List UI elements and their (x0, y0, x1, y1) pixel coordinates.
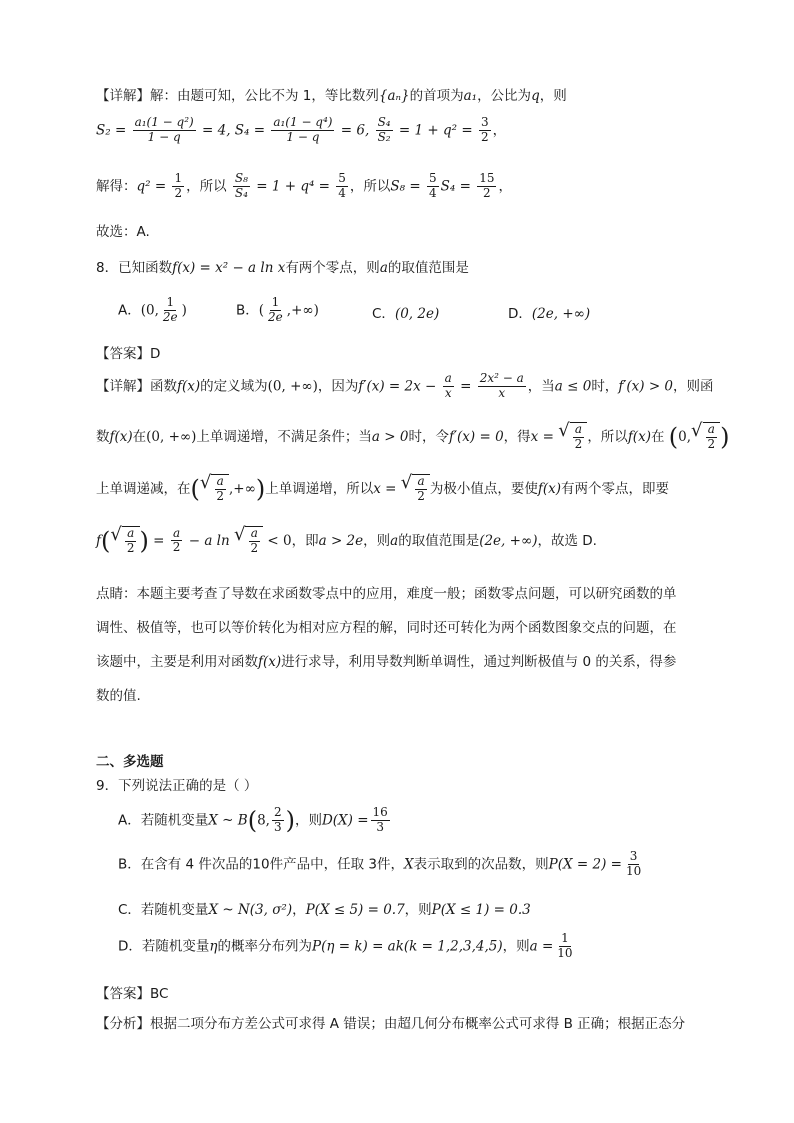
fraction-denominator: 3 (376, 819, 384, 834)
text: 该题中，主要是利用对函数 (96, 654, 258, 670)
fraction-a-2 (171, 527, 183, 556)
radical-icon: √ (400, 472, 413, 493)
text: ，得 (503, 428, 531, 445)
comma: ， (492, 122, 507, 139)
fraction-1-10 (555, 932, 574, 961)
fraction-numerator: 1 (174, 171, 183, 185)
option-a-prefix: (0, (140, 302, 159, 319)
fraction-denominator: 2 (250, 540, 259, 555)
equation-line-1 (96, 116, 506, 145)
detail-line-1 (96, 84, 567, 104)
fraction-numerator: 3 (480, 115, 489, 129)
q9-option-c (118, 898, 531, 918)
detail-text: 解：由题可知，公比不为 1，等比数列 (150, 88, 379, 104)
a-symbol: a (390, 532, 399, 549)
a1-symbol: a₁ (463, 88, 478, 104)
q9-option-b (118, 850, 645, 879)
fraction-denominator: 2 (574, 436, 583, 451)
option-label: D．若随机变量 (118, 938, 210, 955)
fraction-numerator: 5 (428, 171, 437, 185)
detail-8-line-1 (96, 372, 714, 401)
fraction-derivative (478, 372, 526, 401)
question-9-stem: 9．下列说法正确的是（ ） (96, 778, 258, 794)
analysis-text: 根据二项分布方差公式可求得 A 错误；由超几何分布概率公式可求得 B 正确；根据正态分 (150, 1016, 686, 1032)
text: 上单调递减，在 (96, 480, 191, 497)
text: ，因为 (317, 378, 359, 395)
q8-stem-text-2: 有两个零点，则 (285, 260, 380, 276)
fraction-3-10 (624, 850, 643, 879)
fraction-denominator: 10 (625, 863, 642, 878)
detail-text-4: ，则 (539, 88, 567, 104)
analysis-9 (96, 1012, 685, 1032)
option-a-fraction (161, 296, 180, 325)
detail-text-3: ，公比为 (477, 88, 532, 104)
fraction-denominator: 2 (126, 540, 135, 555)
fraction-denominator: S₄ (234, 185, 248, 200)
option-a-suffix: ) (181, 302, 187, 319)
fx-expr: f(x) (258, 654, 282, 670)
detail-8-line-3: 上单调递减，在( √ $\frac{a}{2}$ ,+∞)上单调递增，所以x = √ $\frac{a}{2}$ 为极小值点，要使f(x)有两个零点，即要 (96, 472, 670, 503)
text: ，则函 (673, 378, 714, 395)
domain-expr: (0, +∞) (267, 378, 318, 395)
text: 有两个零点，即要 (561, 480, 670, 497)
fx-expr: f(x) (109, 428, 133, 445)
radical-icon: √ (691, 420, 703, 441)
fraction-three-halves (479, 116, 491, 145)
so-text: ，所以 (186, 178, 227, 195)
sqrt-a-over-2 (558, 422, 587, 452)
derivative-expr: f′(x) = 2x − (358, 378, 437, 395)
text: 数 (96, 428, 110, 445)
comma: ， (498, 178, 512, 195)
interval-end: ,+∞ (229, 480, 256, 497)
text: ， (292, 902, 306, 918)
s4-expr-2: S₄ = (440, 178, 471, 195)
option-label: A．若随机变量 (118, 812, 209, 829)
q8-option-a (118, 296, 187, 325)
option-d-value: (2e, +∞) (531, 306, 591, 322)
ln-expr: − a ln (188, 532, 230, 549)
fraction-denominator: S₂ (377, 129, 391, 144)
fraction-a-x (443, 372, 454, 401)
detail-tag: 【详解】 (96, 88, 150, 104)
fraction-denominator: 2e (162, 309, 178, 324)
q4-expr: = 1 + q⁴ = (256, 178, 330, 195)
fraction-numerator: 2 (273, 805, 282, 819)
detail-8-line-4: f( √ $\frac{a}{2}$ ) = $\frac{a}{2}$ − a ln √ $\frac{a}{2}$ < 0，即a > 2e，则a的取值范围是(2e, +∞)，故选 D. (96, 524, 597, 555)
answer-tag: 【答案】 (96, 986, 150, 1002)
radical-icon: √ (199, 472, 212, 493)
option-c-value: (0, 2e) (394, 306, 440, 322)
fraction-numerator: 5 (338, 171, 346, 185)
answer-tag: 【答案】 (96, 346, 150, 362)
option-label: A． (118, 302, 141, 319)
fraction-five-quarters (336, 172, 348, 201)
fraction-denominator: 2 (174, 185, 183, 200)
question-8-stem (96, 256, 469, 276)
derivative-zero: f′(x) = 0 (448, 428, 504, 445)
ratio-expr: = 1 + q² = (398, 122, 473, 139)
fraction-denominator: 2 (483, 185, 491, 200)
text: 进行求导，利用导数判断单调性，通过判断极值与 0 的关系，得参 (281, 654, 677, 670)
text: ，则 (363, 532, 391, 549)
x-expr: x = (373, 480, 397, 497)
sqrt-a-over-2 (234, 526, 263, 556)
fraction-s2 (133, 116, 196, 145)
q8-stem-text: 8．已知函数 (96, 260, 173, 276)
text: ，所以 (587, 428, 628, 445)
prob-expr: P(X = 2) = (548, 856, 622, 873)
domain-expr: (0, +∞) (146, 428, 197, 445)
fx-expr: f(x) (537, 480, 562, 497)
fraction-numerator: a₁(1 − q²) (134, 115, 194, 129)
fx-expr: f(x) (627, 428, 651, 445)
text: 的取值范围是 (398, 532, 480, 549)
answer-value: D (150, 346, 161, 362)
fraction-numerator: S₄ (377, 115, 391, 129)
detail-tag: 【详解】 (96, 378, 150, 395)
fraction-numerator: a (707, 422, 715, 436)
fraction-numerator: 15 (479, 171, 495, 185)
sqrt-a-over-2 (401, 474, 430, 504)
option-text-2: 表示取到的次品数，则 (413, 856, 549, 873)
fraction-denominator: x (444, 385, 452, 400)
q8-option-b (236, 296, 319, 325)
text: 的定义域为 (200, 378, 268, 395)
text: 时， (591, 378, 619, 395)
answer-9 (96, 982, 168, 1002)
option-label: D． (508, 306, 532, 322)
fraction-ratio (376, 116, 393, 145)
fraction-fifteen-halves (477, 172, 496, 201)
text: ，故选 D. (537, 532, 597, 549)
a-expr: a = (529, 938, 554, 955)
text: 函数 (150, 378, 177, 395)
binomial-var: X ~ B (208, 812, 248, 829)
answer-value: BC (150, 986, 169, 1002)
fx-expr: f(x) (177, 378, 201, 395)
sqrt-a-over-2 (691, 422, 720, 452)
derivative-positive: f′(x) > 0 (618, 378, 674, 395)
fraction-numerator: 1 (166, 295, 175, 309)
eta-var: η (209, 938, 218, 955)
fraction-numerator: 1 (271, 295, 280, 309)
fraction-denominator: 1 − q (147, 129, 181, 144)
note-line-1: 点睛：本题主要考查了导数在求函数零点中的应用，难度一般；函数零点问题，可以研究函数的单 (96, 586, 677, 602)
interval-start: 0, (678, 428, 692, 445)
detail-text-2: 的首项为 (409, 88, 464, 104)
range-expr: (2e, +∞) (479, 532, 538, 549)
option-label: C．若随机变量 (118, 902, 209, 918)
fraction-16-3 (371, 806, 390, 835)
q8-option-d (508, 302, 590, 322)
s8-expr: S₈ = (390, 178, 421, 195)
option-b-prefix: ( (258, 302, 265, 319)
text: 上单调递增，所以 (265, 480, 374, 497)
a-gt-2e: a > 2e (318, 532, 364, 549)
solve-label: 解得： (96, 178, 137, 195)
equation-line-2 (96, 172, 512, 201)
text: 在 (132, 428, 147, 445)
sqrt-a-over-2 (200, 474, 229, 504)
option-text: B．在含有 4 件次品的10件产品中，任取 3件， (118, 856, 404, 873)
fraction-denominator: 4 (428, 185, 437, 200)
equals-six: = 6, (340, 122, 370, 139)
fraction-denominator: 2e (268, 309, 283, 324)
fraction-numerator: a (417, 474, 425, 488)
text: ，则 (294, 812, 322, 829)
fraction-five-quarters-2 (427, 172, 439, 201)
q-symbol: q (531, 88, 540, 104)
fraction-numerator: 1 (561, 931, 569, 945)
fraction-denominator: 2 (480, 129, 489, 144)
fraction-numerator: a (173, 525, 181, 540)
fraction-numerator: a (574, 422, 583, 436)
condition-expr: a ≤ 0 (554, 378, 592, 395)
note-line-2: 调性、极值等，也可以等价转化为相对应方程的解，同时还可转化为两个函数图象交点的问题，在 (96, 620, 677, 636)
less-than-zero: < 0 (267, 532, 292, 549)
binomial-n: 8, (257, 812, 270, 829)
equals: = (460, 378, 472, 395)
fraction-numerator: a (216, 474, 224, 488)
text: 为极小值点，要使 (429, 480, 538, 497)
fraction-numerator: a (444, 371, 452, 385)
fraction-denominator: 10 (557, 945, 573, 960)
text: 在 (650, 428, 665, 445)
fraction-denominator: 2 (417, 488, 425, 503)
distribution-expr: P(η = k) = ak(k = 1,2,3,4,5) (312, 938, 503, 955)
option-text: 的概率分布列为 (217, 938, 312, 955)
text: ，当 (527, 378, 555, 395)
condition-expr: a > 0 (371, 428, 409, 445)
fraction-s8-s4 (233, 172, 250, 201)
sqrt-a-over-2 (110, 526, 139, 556)
fraction-numerator: 2x² − a (479, 371, 524, 385)
s2-expr: S₂ = (96, 122, 127, 139)
fraction-numerator: S₈ (234, 171, 248, 185)
text: ，即 (291, 532, 319, 549)
q9-option-d (118, 932, 577, 961)
prob-expr-2: P(X ≤ 1) = 0.3 (431, 902, 531, 918)
fraction-half (172, 172, 184, 201)
s4-expr: = 4, S₄ = (202, 122, 266, 139)
f-symbol: f (96, 532, 101, 549)
fraction-denominator: 4 (338, 185, 346, 200)
fraction-denominator: 3 (273, 819, 282, 834)
option-b-fraction (266, 296, 285, 325)
equals: = (153, 532, 165, 549)
normal-var: X ~ N(3, σ²) (208, 902, 293, 918)
fraction-numerator: a₁(1 − q⁴) (273, 115, 333, 129)
prob-expr-1: P(X ≤ 5) = 0.7 (305, 902, 405, 918)
fraction-s4 (271, 116, 334, 145)
radical-icon: √ (558, 420, 570, 441)
fraction-numerator: a (127, 526, 135, 540)
fraction-denominator: x (498, 385, 506, 400)
fraction-numerator: a (250, 526, 258, 540)
option-label: C． (372, 306, 395, 322)
fraction-numerator: 3 (629, 849, 638, 863)
a-symbol: a (379, 260, 388, 276)
text: 时，令 (408, 428, 449, 445)
option-label: B． (236, 302, 259, 319)
option-b-suffix: ,+∞) (286, 302, 319, 319)
fraction-denominator: 2 (172, 540, 181, 555)
sequence-symbol: {aₙ} (378, 88, 410, 104)
q8-function: f(x) = x² − a ln x (172, 260, 286, 276)
section-heading: 二、多选题 (96, 754, 164, 770)
q8-stem-text-3: 的取值范围是 (387, 260, 469, 276)
text: ，则 (502, 938, 530, 955)
variance-expr: D(X) = (321, 812, 369, 829)
x-expr: x = (530, 428, 554, 445)
radical-icon: √ (110, 524, 122, 545)
note-line-3 (96, 650, 676, 670)
fraction-denominator: 2 (707, 436, 716, 451)
so-text-2: ，所以 (349, 178, 391, 195)
fraction-numerator: 16 (372, 805, 388, 819)
text: ，则 (404, 902, 432, 918)
q9-option-a: A．若随机变量X ~ B(8, $\frac{2}{3}$ )，则D(X) = $\frac{16}{3}$ (118, 805, 388, 835)
fraction-denominator: 1 − q (286, 129, 320, 144)
radical-icon: √ (233, 524, 246, 545)
text: 上单调递增，不满足条件；当 (196, 428, 372, 445)
q8-option-c (372, 302, 439, 322)
fraction-denominator: 2 (216, 488, 224, 503)
q2-expr: q² = (136, 178, 167, 195)
detail-8-line-2: 数f(x)在(0, +∞)上单调递增，不满足条件；当a > 0时，令f′(x) = 0，得x = √ $\frac{a}{2}$ ，所以f(x)在 (0, √ $\frac{a}{2}$ ) (96, 420, 730, 451)
answer-8 (96, 342, 160, 362)
note-line-4: 数的值. (96, 688, 141, 704)
x-var: X (404, 856, 414, 873)
choose-a-line: 故选：A. (96, 224, 150, 240)
analysis-tag: 【分析】 (96, 1016, 150, 1032)
fraction-two-thirds (272, 806, 284, 835)
